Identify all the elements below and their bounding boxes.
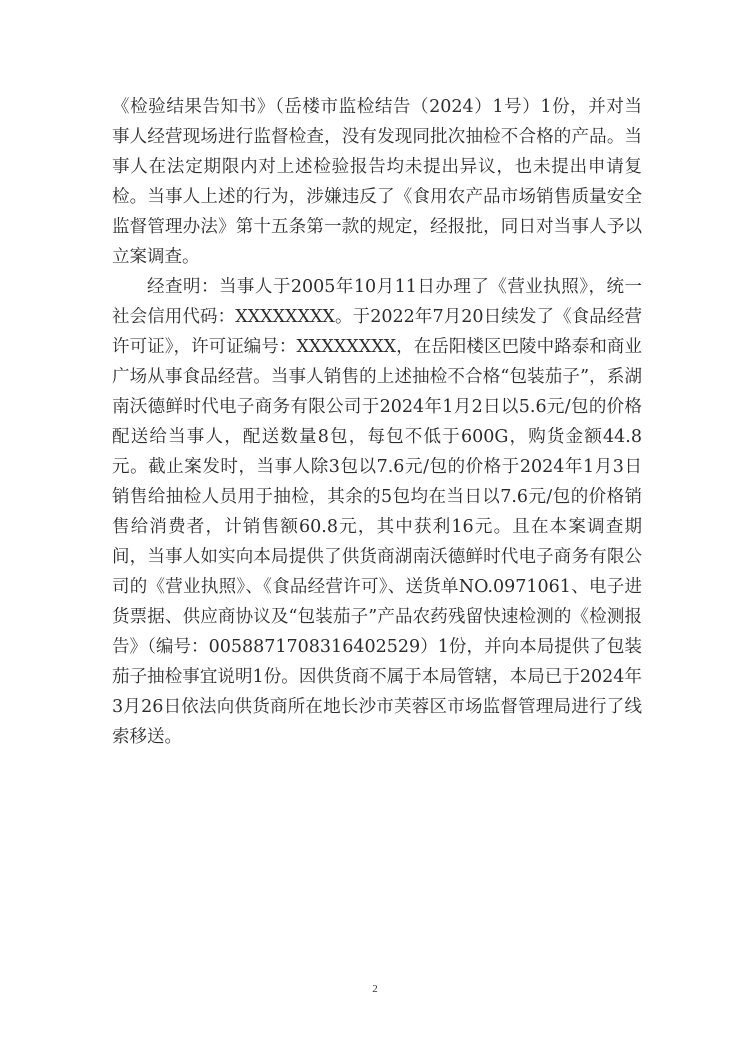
paragraph-2: 经查明：当事人于2005年10月11日办理了《营业执照》，统一社会信用代码：XXXXXXXX。于2022年7月20日续发了《食品经营许可证》，许可证编号：XXXXXXXX，在岳阳楼区巴陵中路泰和商业广场从事食品经营。当事人销售的上述抽检不合格“包装茄子”，系湖南沃德鲜时代电子商务有限公司于2024年1月2日以5.6元/包的价格配送给当事人，配送数量8包，每包不低于600G，购货金额44.8元。截止案发时，当事人除3包以7.6元/包的价格于2024年1月3日销售给抽检人员用于抽检，其余的5包均在当日以7.6元/包的价格销售给消费者，计销售额60.8元，其中获利16元。且在本案调查期间，当事人如实向本局提供了供货商湖南沃德鲜时代电子商务有限公司的《营业执照》、《食品经营许可》、送货单NO.0971061、电子进货票据、供应商协议及“包装茄子”产品农药残留快速检测的《检测报告》（编号：0058871708316402529）1份，并向本局提供了包装茄子抽检事宜说明1份。因供货商不属于本局管辖，本局已于2024年3月26日依法向供货商所在地长沙市芙蓉区市场监督管理局进行了线索移送。 — [112, 277, 642, 747]
document-body — [112, 92, 642, 752]
paragraph-1: 《检验结果告知书》（岳楼市监检结告（2024）1号）1份，并对当事人经营现场进行监督检查，没有发现同批次抽检不合格的产品。当事人在法定期限内对上述检验报告均未提出异议，也未提出申请复检。当事人上述的行为，涉嫌违反了《食用农产品市场销售质量安全监督管理办法》第十五条第一款的规定，经报批，同日对当事人予以立案调查。 — [112, 97, 642, 267]
page-number: 2 — [372, 983, 378, 995]
